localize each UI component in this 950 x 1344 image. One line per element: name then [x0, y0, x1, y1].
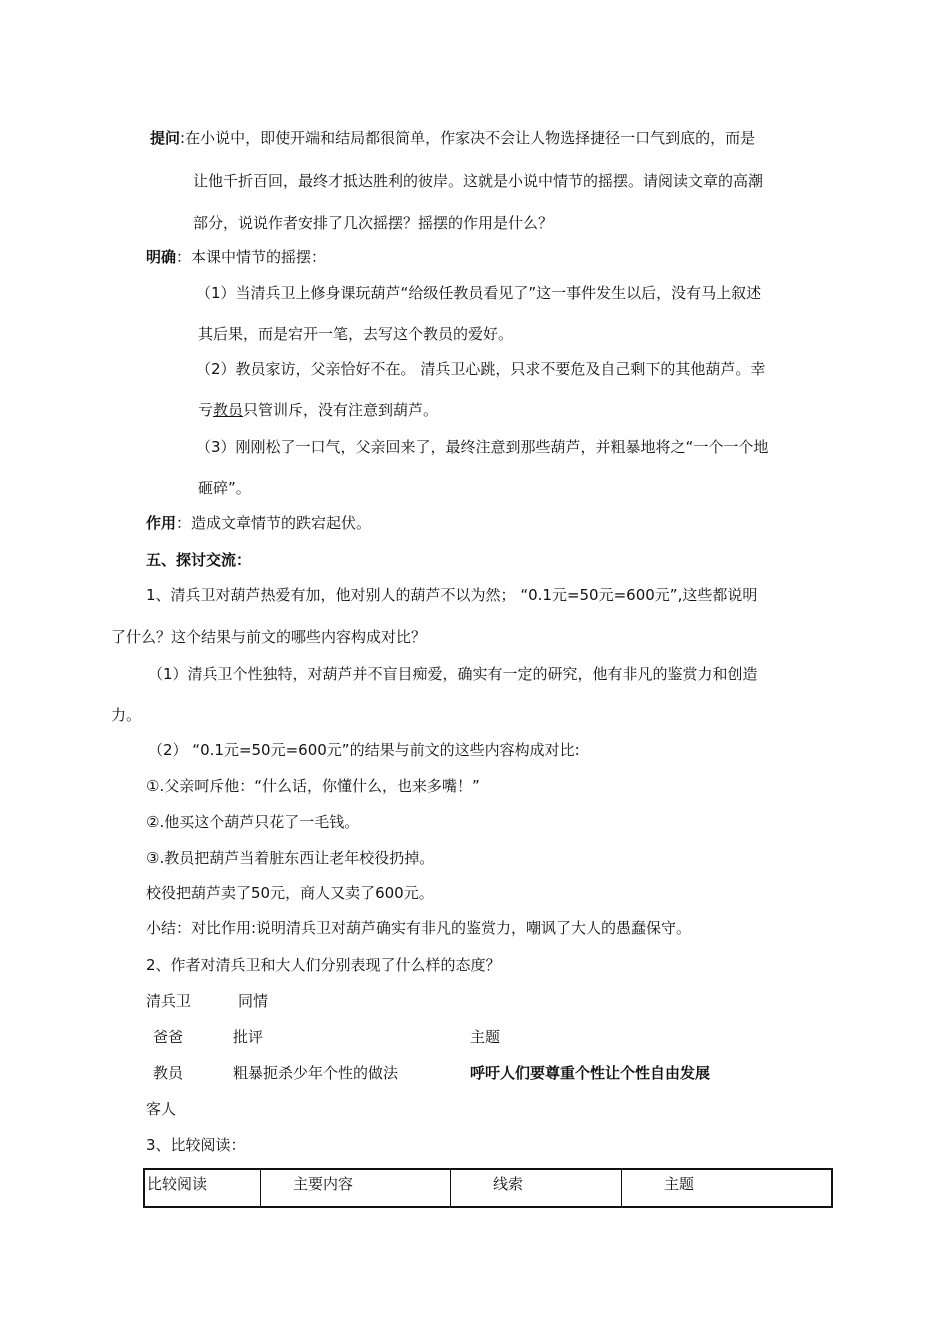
theme-text: 呼吁人们要尊重个性让个性自由发展: [470, 1064, 711, 1082]
contrast-item-3: ③.教员把葫芦当着脏东西让老年校役扔掉。: [146, 849, 435, 867]
question-line-1: [150, 128, 755, 148]
swing-2b: [198, 400, 438, 420]
theme-label: 主题: [470, 1028, 501, 1046]
summary: 小结：对比作用:说明清兵卫对葫芦确实有非凡的鉴赏力，嘲讽了大人的愚蠢保守。: [146, 919, 692, 937]
swing-2b-post: 只管训斥，没有注意到葫芦。: [243, 401, 439, 419]
clarify-label: 明确: [146, 248, 177, 266]
attitude-row-2-person: 爸爸: [153, 1028, 184, 1046]
answer-1-line-1: （1）清兵卫个性独特，对葫芦并不盲目痴爱，确实有一定的研究，他有非凡的鉴赏力和创造: [148, 665, 758, 683]
question-line-2: 让他千折百回，最终才抵达胜利的彼岸。这就是小说中情节的摇摆。请阅读文章的高潮: [193, 172, 764, 190]
answer-1-line-2: 力。: [111, 706, 142, 724]
attitude-row-3-attitude: 粗暴扼杀少年个性的做法: [233, 1064, 399, 1082]
swing-2b-pre: 亏: [198, 401, 214, 419]
discussion-1-line-2: 了什么？这个结果与前文的哪些内容构成对比？: [111, 628, 427, 646]
comparison-table: [143, 1168, 833, 1208]
question-label: 提问: [150, 129, 181, 147]
attitude-row-1-person: 清兵卫: [146, 992, 192, 1010]
table-header-cell: 线索: [451, 1169, 622, 1207]
table-header-row: [144, 1169, 832, 1207]
contrast-item-2: ②.他买这个葫芦只花了一毛钱。: [146, 813, 360, 831]
effect-text: ：造成文章情节的跌宕起伏。: [176, 514, 372, 532]
contrast-item-1: ①.父亲呵斥他：“什么话，你懂什么，也来多嘴！”: [146, 777, 480, 795]
attitude-row-2-attitude: 批评: [233, 1028, 264, 1046]
discussion-1-line-1: 1、清兵卫对葫芦热爱有加，他对别人的葫芦不以为然； “0.1元=50元=600元”,这些都说明: [146, 586, 758, 604]
effect-label: 作用: [146, 514, 177, 532]
table-header-cell: 比较阅读: [144, 1169, 261, 1207]
swing-2b-underlined: 教员: [213, 401, 244, 419]
clarify-line: [146, 247, 326, 267]
discussion-3-question: 3、比较阅读：: [146, 1136, 246, 1154]
swing-1a: （1）当清兵卫上修身课玩葫芦“给级任教员看见了”这一事件发生以后，没有马上叙述: [196, 284, 762, 302]
clarify-text: ：本课中情节的摇摆：: [176, 248, 327, 266]
table-header-cell: 主要内容: [261, 1169, 451, 1207]
question-text-1: :在小说中，即使开端和结局都很简单，作家决不会让人物选择捷径一口气到底的，而是: [180, 129, 756, 147]
attitude-row-4-person: 客人: [146, 1100, 177, 1118]
question-line-3: 部分，说说作者安排了几次摇摆？摇摆的作用是什么？: [193, 214, 554, 232]
answer-2: （2） “0.1元=50元=600元”的结果与前文的这些内容构成对比:: [148, 741, 580, 759]
discussion-2-question: 2、作者对清兵卫和大人们分别表现了什么样的态度？: [146, 956, 501, 974]
effect-line: [146, 513, 371, 533]
attitude-row-1-attitude: 同情: [238, 992, 269, 1010]
attitude-row-3-person: 教员: [153, 1064, 184, 1082]
swing-3a: （3）刚刚松了一口气，父亲回来了，最终注意到那些葫芦，并粗暴地将之“一个一个地: [196, 438, 769, 456]
swing-1b: 其后果，而是宕开一笔，去写这个教员的爱好。: [198, 325, 514, 343]
swing-3b: 砸碎”。: [198, 479, 251, 497]
table-header-cell: 主题: [622, 1169, 833, 1207]
contrast-item-4: 校役把葫芦卖了50元，商人又卖了600元。: [146, 884, 434, 902]
section-5-heading: 五、探讨交流：: [146, 551, 252, 569]
swing-2a: （2）教员家访，父亲恰好不在。 清兵卫心跳，只求不要危及自己剩下的其他葫芦。幸: [196, 360, 766, 378]
